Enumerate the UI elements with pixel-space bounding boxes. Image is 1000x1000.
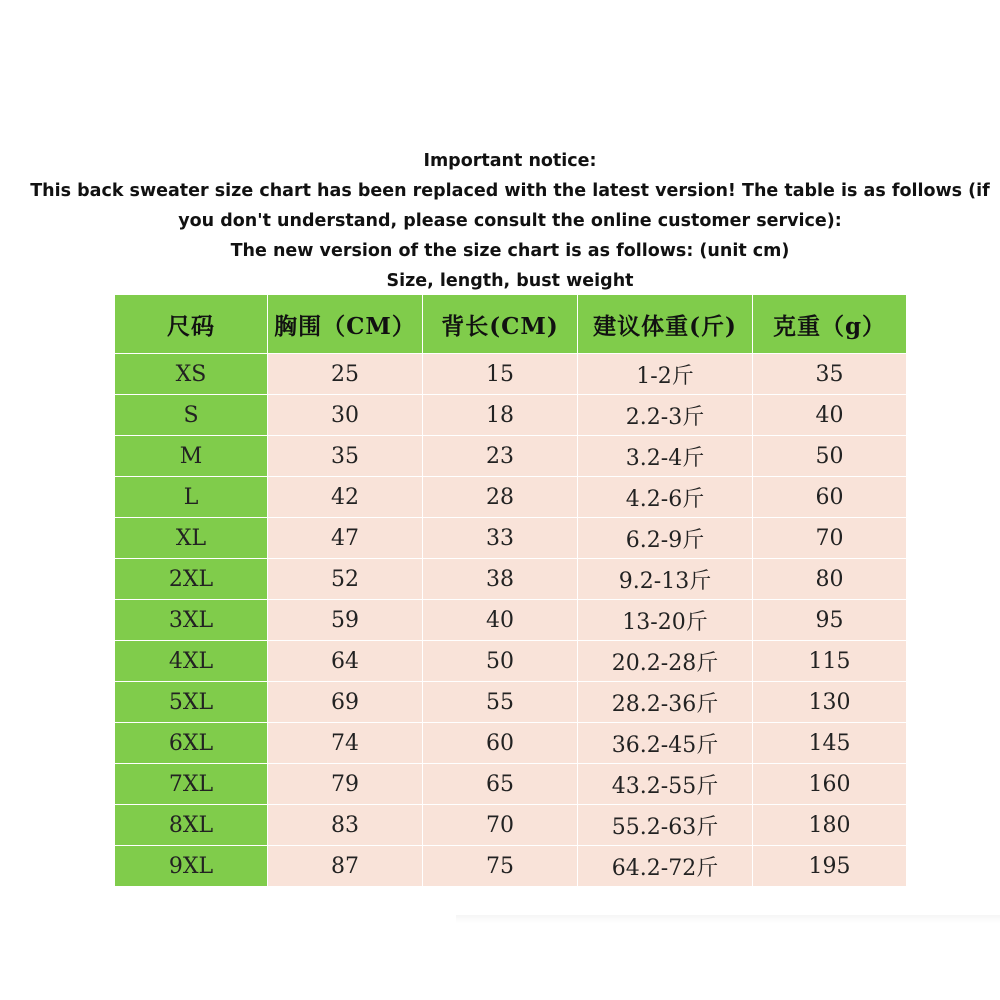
bust-cell: 79	[268, 764, 423, 805]
table-row	[115, 846, 907, 887]
table-row	[115, 641, 907, 682]
table-row	[115, 436, 907, 477]
weight-cell: 9.2-13斤	[578, 559, 753, 600]
back-length-cell: 65	[423, 764, 578, 805]
size-cell: 3XL	[115, 600, 268, 641]
size-cell: 4XL	[115, 641, 268, 682]
notice-columns-text: Size, length, bust weight	[386, 271, 634, 291]
gram-weight-cell: 195	[753, 846, 907, 887]
back-length-cell: 33	[423, 518, 578, 559]
table-row	[115, 805, 907, 846]
bust-cell: 42	[268, 477, 423, 518]
size-cell: 6XL	[115, 723, 268, 764]
size-cell: L	[115, 477, 268, 518]
size-cell: M	[115, 436, 268, 477]
header-bust: 胸围（CM）	[268, 295, 423, 354]
back-length-cell: 40	[423, 600, 578, 641]
weight-cell: 4.2-6斤	[578, 477, 753, 518]
weight-cell: 3.2-4斤	[578, 436, 753, 477]
size-cell: 9XL	[115, 846, 268, 887]
weight-cell: 64.2-72斤	[578, 846, 753, 887]
gram-weight-cell: 95	[753, 600, 907, 641]
table-row	[115, 477, 907, 518]
size-cell: 7XL	[115, 764, 268, 805]
weight-cell: 6.2-9斤	[578, 518, 753, 559]
back-length-cell: 70	[423, 805, 578, 846]
bust-cell: 25	[268, 354, 423, 395]
weight-cell: 1-2斤	[578, 354, 753, 395]
weight-cell: 2.2-3斤	[578, 395, 753, 436]
weight-cell: 28.2-36斤	[578, 682, 753, 723]
back-length-cell: 55	[423, 682, 578, 723]
bust-cell: 52	[268, 559, 423, 600]
bust-cell: 83	[268, 805, 423, 846]
table-row	[115, 682, 907, 723]
table-row	[115, 764, 907, 805]
bust-cell: 87	[268, 846, 423, 887]
back-length-cell: 50	[423, 641, 578, 682]
gram-weight-cell: 70	[753, 518, 907, 559]
size-cell: 8XL	[115, 805, 268, 846]
bust-cell: 47	[268, 518, 423, 559]
header-size: 尺码	[115, 295, 268, 354]
bust-cell: 69	[268, 682, 423, 723]
bust-cell: 64	[268, 641, 423, 682]
bust-cell: 30	[268, 395, 423, 436]
gram-weight-cell: 80	[753, 559, 907, 600]
header-gram-weight: 克重（g）	[753, 295, 907, 354]
header-suggested-weight: 建议体重(斤)	[578, 295, 753, 354]
size-cell: S	[115, 395, 268, 436]
gram-weight-cell: 40	[753, 395, 907, 436]
gram-weight-cell: 130	[753, 682, 907, 723]
size-cell: 5XL	[115, 682, 268, 723]
size-cell: XL	[115, 518, 268, 559]
weight-cell: 20.2-28斤	[578, 641, 753, 682]
header-back-length: 背长(CM)	[423, 295, 578, 354]
gram-weight-cell: 60	[753, 477, 907, 518]
table-row	[115, 559, 907, 600]
notice-title: Important notice:	[423, 151, 597, 171]
gram-weight-cell: 160	[753, 764, 907, 805]
gram-weight-cell: 180	[753, 805, 907, 846]
bust-cell: 59	[268, 600, 423, 641]
notice-replacement-text: This back sweater size chart has been replaced with the latest version! The table is as follows (if you don't understand, please consult the online customer service):	[30, 181, 990, 231]
back-length-cell: 60	[423, 723, 578, 764]
notice-unit-text: The new version of the size chart is as follows: (unit cm)	[230, 241, 790, 261]
weight-cell: 43.2-55斤	[578, 764, 753, 805]
bust-cell: 74	[268, 723, 423, 764]
table-body	[115, 354, 907, 887]
weight-cell: 13-20斤	[578, 600, 753, 641]
bust-cell: 35	[268, 436, 423, 477]
notice-block	[20, 146, 1000, 296]
back-length-cell: 15	[423, 354, 578, 395]
gram-weight-cell: 145	[753, 723, 907, 764]
size-chart-table	[114, 294, 907, 887]
gram-weight-cell: 115	[753, 641, 907, 682]
gram-weight-cell: 35	[753, 354, 907, 395]
divider-shadow	[456, 915, 1000, 923]
table-row	[115, 723, 907, 764]
back-length-cell: 23	[423, 436, 578, 477]
back-length-cell: 18	[423, 395, 578, 436]
back-length-cell: 28	[423, 477, 578, 518]
weight-cell: 36.2-45斤	[578, 723, 753, 764]
table-row	[115, 354, 907, 395]
size-cell: XS	[115, 354, 268, 395]
gram-weight-cell: 50	[753, 436, 907, 477]
size-cell: 2XL	[115, 559, 268, 600]
table-row	[115, 518, 907, 559]
table-row	[115, 600, 907, 641]
table-row	[115, 395, 907, 436]
weight-cell: 55.2-63斤	[578, 805, 753, 846]
back-length-cell: 75	[423, 846, 578, 887]
back-length-cell: 38	[423, 559, 578, 600]
table-header-row	[115, 295, 907, 354]
